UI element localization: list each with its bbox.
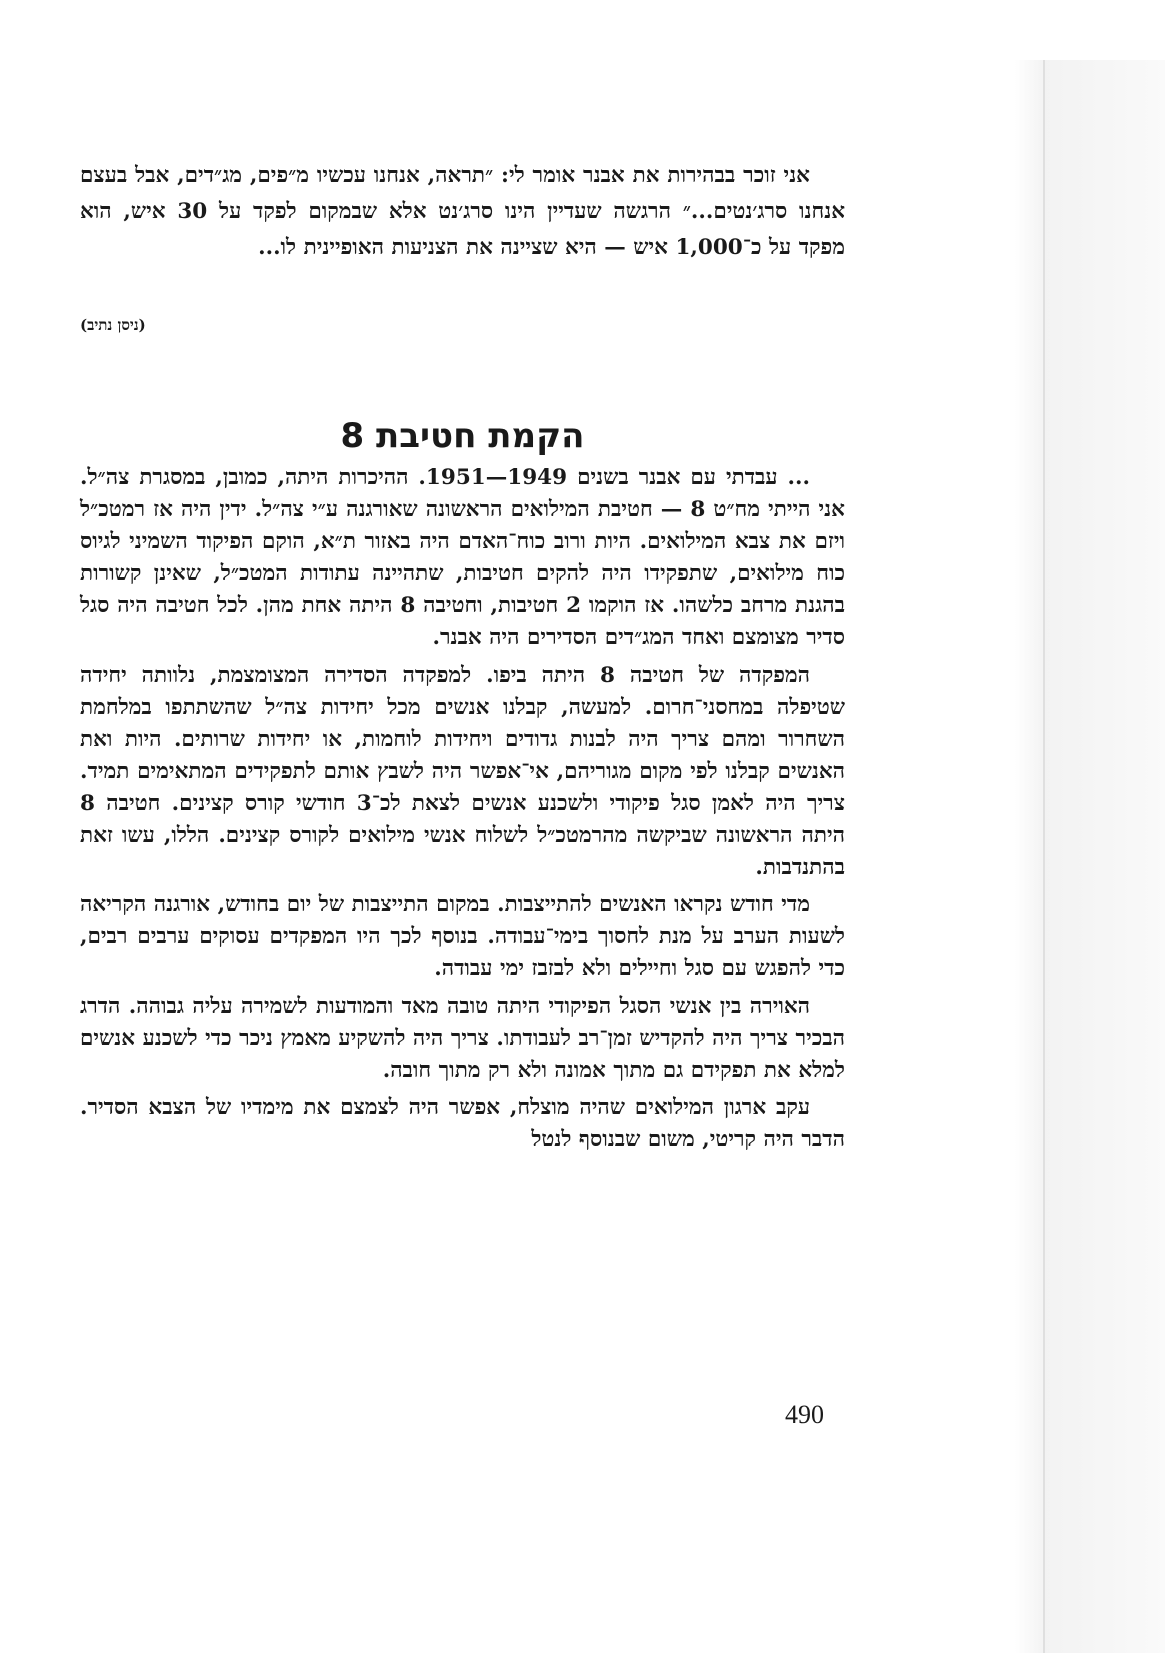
scan-page-edge xyxy=(1015,60,1165,1653)
opening-quote xyxy=(80,158,845,266)
body-paragraph: עקב ארגון המילואים שהיה מוצלח, אפשר היה לצמצם את מימדיו של הצבא הסדיר. הדבר היה קריטי, משום שבנוסף לנטל xyxy=(80,1094,845,1152)
body-paragraph: מדי חודש נקראו האנשים להתייצבות. במקום התייצבות של יום בחודש, אורגנה הקריאה לשעות הערב על מנת לחסוך בימי־עבודה. בנוסף לכך היו המפקדים עסוקים ערבים רבים, כדי להפגש עם סגל וחיילים ולא לבזבז ימי עבודה. xyxy=(80,892,845,982)
section-body xyxy=(80,462,845,1161)
body-paragraph: האוירה בין אנשי הסגל הפיקודי היתה טובה מאד והמודעות לשמירה עליה גבוהה. הדרג הבכיר צריך היה להקדיש זמן־רב לעבודתו. צריך היה להשקיע מאמץ ניכר כדי לשכנע אנשים למלא את תפקידם גם מתוך אמונה ולא רק מתוך חובה. xyxy=(80,993,845,1083)
body-paragraph: המפקדה של חטיבה 8 היתה ביפו. למפקדה הסדירה המצומצמת, נלוותה יחידה שטיפלה במחסני־חרום. למעשה, קבלנו אנשים מכל יחידות צה״ל שהשתתפו במלחמת השחרור ומהם צריך היה לבנות גדודים ויחידות לוחמות, או יחידות שרותים. היות ואת האנשים קבלנו לפי מקום מגוריהם, אי־אפשר היה לשבץ אותם לתפקידים המתאימים תמיד. צריך היה לאמן סגל פיקודי ולשכנע אנשים לצאת לכ־3 חודשי קורס קצינים. חטיבה 8 היתה הראשונה שביקשה מהרמטכ״ל לשלוח אנשי מילואים לקורס קצינים. הללו, עשו זאת בהתנדבות. xyxy=(80,662,845,881)
body-paragraph: ... עבדתי עם אבנר בשנים 1949—1951. ההיכרות היתה, כמובן, במסגרת צה״ל. אני הייתי מח״ט 8 — חטיבת המילואים הראשונה שאורגנה ע״י צה״ל. ידין היה אז רמטכ״ל ויזם את צבא המילואים. היות ורוב כוח־האדם היה באזור ת״א, הוקם הפיקוד השמיני לגיוס כוח מילואים, שתפקידו היה להקים חטיבות, שתהיינה עתודות המטכ״ל, שאינן קשורות בהגנת מרחב כלשהו. אז הוקמו 2 חטיבות, וחטיבה 8 היתה אחת מהן. לכל חטיבה היה סגל סדיר מצומצם ואחד המג״דים הסדירים היה אבנר. xyxy=(80,465,845,651)
page-number: 490 xyxy=(785,1400,824,1429)
section-title: הקמת חטיבת 8 xyxy=(340,416,585,456)
quote-attribution: (ניסן נתיב) xyxy=(80,316,146,334)
quote-paragraph: אני זוכר בבהירות את אבנר אומר לי: ״תראה, אנחנו עכשיו מ״פים, מג״דים, אבל בעצם אנחנו סרג׳נטים...״ הרגשה שעדיין הינו סרג׳נט אלא שבמקום לפקד על 30 איש, הוא מפקד על כ־1,000 איש — היא שציינה את הצניעות האופיינית לו... xyxy=(80,163,846,260)
